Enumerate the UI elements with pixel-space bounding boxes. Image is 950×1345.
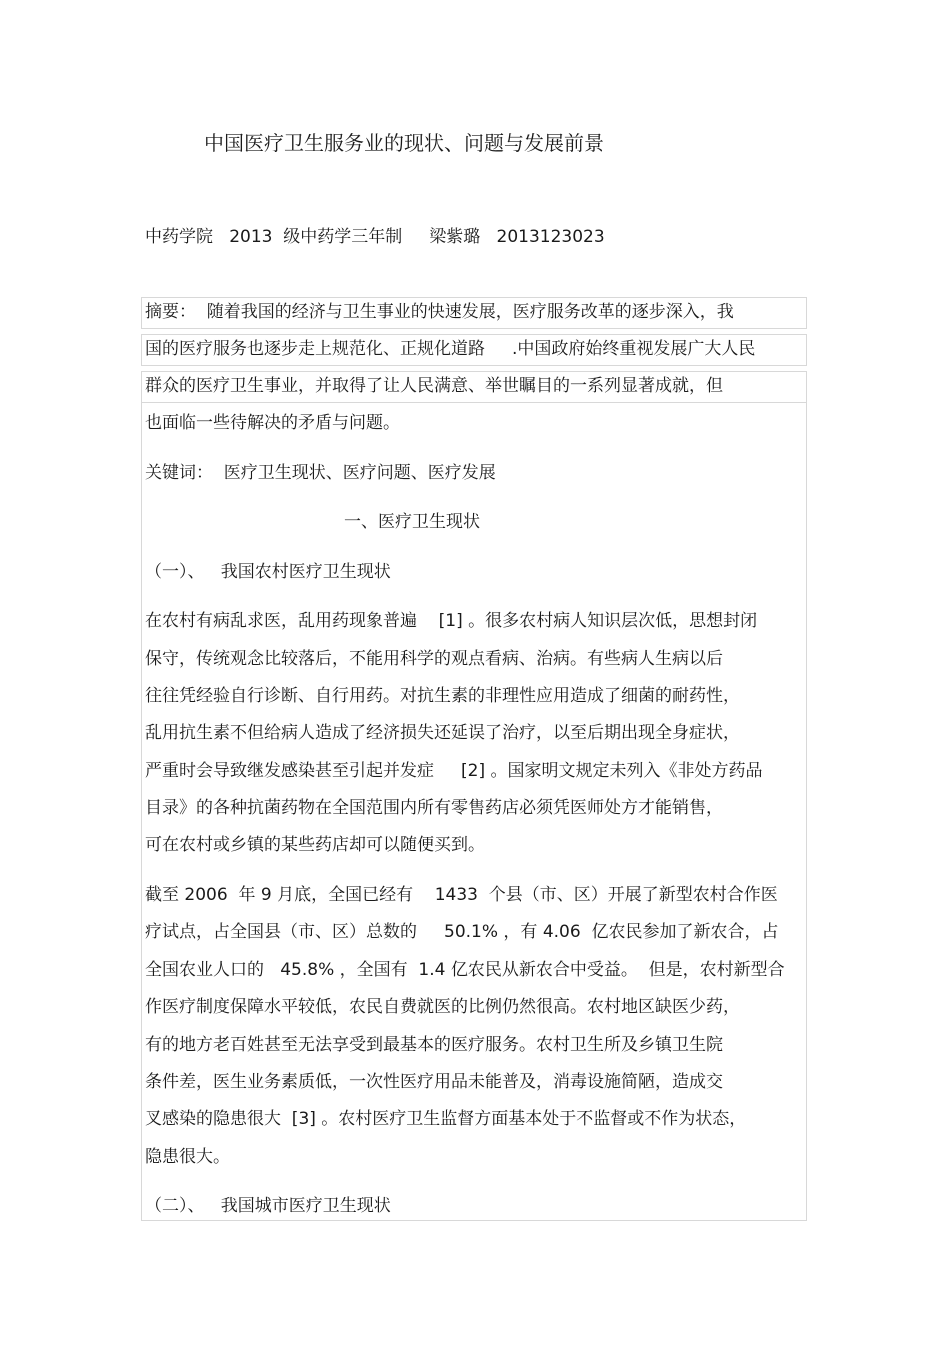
abstract-line: 摘要： 随着我国的经济与卫生事业的快速发展，医疗服务改革的逐步深入，我 [145,302,734,322]
paragraph-line: 截至 2006 年 9 月底，全国已经有 1433 个县（市、区）开展了新型农村合作医 [145,885,778,905]
paragraph-line: 严重时会导致继发感染甚至引起并发症 [2] 。国家明文规定未列入《非处方药品 [145,761,763,781]
subsection-heading: （二）、 我国城市医疗卫生现状 [145,1196,391,1216]
paragraph-line: 叉感染的隐患很大 [3] 。农村医疗卫生监督方面基本处于不监督或不作为状态， [145,1109,747,1129]
body-bottom-border [141,1220,807,1221]
paragraph-line: 条件差，医生业务素质低，一次性医疗用品未能普及，消毒设施简陋，造成交 [145,1072,723,1092]
abstract-line: 也面临一些待解决的矛盾与问题。 [145,413,400,433]
paragraph-line: 目录》的各种抗菌药物在全国范围内所有零售药店必须凭医师处方才能销售， [145,798,723,818]
abstract-line: 群众的医疗卫生事业，并取得了让人民满意、举世瞩目的一系列显著成就，但 [145,376,723,396]
paragraph-line: 隐患很大。 [145,1147,230,1167]
body-left-border [141,403,142,1221]
paragraph-line: 全国农业人口的 45.8% ，全国有 1.4 亿农民从新农合中受益。 但是，农村新型合 [145,960,785,980]
paragraph-line: 保守，传统观念比较落后，不能用科学的观点看病、治病。有些病人生病以后 [145,649,723,669]
section-heading: 一、医疗卫生现状 [344,512,480,532]
paragraph-line: 作医疗制度保障水平较低，农民自费就医的比例仍然很高。农村地区缺医少药， [145,997,740,1017]
author-line: 中药学院 2013 级中药学三年制 梁紫璐 2013123023 [145,227,605,247]
abstract-line: 国的医疗服务也逐步走上规范化、正规化道路 .中国政府始终重视发展广大人民 [145,339,756,359]
paragraph-line: 在农村有病乱求医，乱用药现象普遍 [1] 。很多农村病人知识层次低，思想封闭 [145,611,758,631]
subsection-heading: （一）、 我国农村医疗卫生现状 [145,562,391,582]
paragraph-line: 往往凭经验自行诊断、自行用药。对抗生素的非理性应用造成了细菌的耐药性， [145,686,740,706]
body-right-border [806,403,807,1221]
paragraph-line: 有的地方老百姓甚至无法享受到最基本的医疗服务。农村卫生所及乡镇卫生院 [145,1035,723,1055]
paragraph-line: 可在农村或乡镇的某些药店却可以随便买到。 [145,835,485,855]
keywords-line: 关键词： 医疗卫生现状、医疗问题、医疗发展 [145,463,496,483]
paragraph-line: 疗试点，占全国县（市、区）总数的 50.1% ，有 4.06 亿农民参加了新农合，占 [145,922,779,942]
paragraph-line: 乱用抗生素不但给病人造成了经济损失还延误了治疗，以至后期出现全身症状， [145,723,740,743]
document-title: 中国医疗卫生服务业的现状、问题与发展前景 [204,131,604,155]
